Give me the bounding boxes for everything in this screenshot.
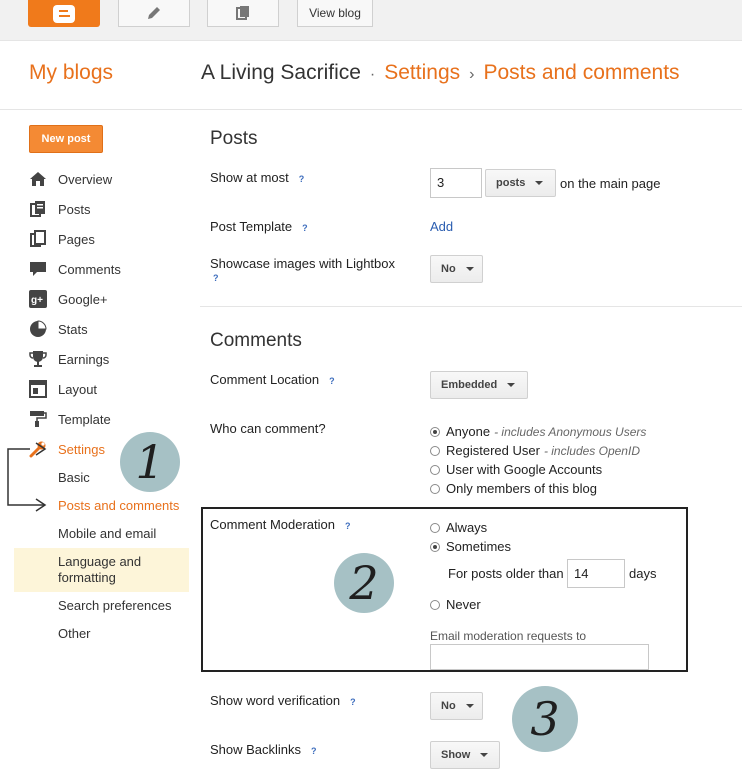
comment-icon — [29, 260, 47, 278]
who-option-anyone[interactable] — [430, 424, 646, 439]
pie-chart-icon — [29, 320, 47, 338]
radio-unselected[interactable] — [430, 465, 440, 475]
breadcrumb-settings[interactable]: Settings — [384, 61, 461, 84]
sidebar-item-label: Settings — [58, 441, 105, 457]
backlinks-label — [210, 742, 317, 757]
sidebar-item-label: Comments — [58, 261, 121, 277]
sidebar-item-comments[interactable] — [29, 260, 121, 278]
breadcrumb-separator: · — [369, 66, 376, 83]
sidebar-subitem-label: Other — [58, 626, 91, 641]
word-verification-label — [210, 693, 356, 708]
blogger-home-button[interactable] — [28, 0, 100, 27]
sidebar-subitem-label: Search preferences — [58, 598, 172, 613]
who-option-google[interactable] — [430, 462, 602, 477]
help-icon[interactable]: ? — [345, 521, 351, 531]
comment-location-label — [210, 372, 335, 387]
option-label: Always — [446, 520, 488, 535]
comment-moderation-text: Comment Moderation — [210, 517, 335, 532]
annotation-circle-2: 2 — [334, 553, 394, 613]
blogger-logo-icon — [53, 5, 75, 23]
sidebar-item-label: Layout — [58, 381, 98, 397]
layout-icon — [29, 380, 47, 398]
page-header — [0, 41, 742, 110]
show-at-most-input[interactable]: 3 — [430, 168, 482, 198]
trophy-icon — [29, 350, 47, 368]
svg-text:g+: g+ — [31, 295, 43, 306]
home-icon — [29, 170, 47, 188]
option-note: - includes Anonymous Users — [494, 424, 647, 439]
sidebar-subitem-basic[interactable] — [58, 470, 90, 485]
help-icon[interactable]: ? — [213, 273, 219, 283]
help-icon[interactable]: ? — [329, 376, 335, 386]
backlinks-dropdown[interactable] — [430, 741, 500, 769]
email-moderation-input[interactable] — [430, 644, 649, 670]
option-label: Only members of this blog — [446, 481, 598, 496]
top-toolbar — [0, 0, 742, 41]
word-verification-value: No — [441, 700, 456, 712]
google-plus-icon — [29, 290, 47, 308]
view-blog-button[interactable] — [297, 0, 373, 27]
sidebar-item-google-plus[interactable] — [29, 290, 108, 308]
option-label: Registered User — [446, 443, 540, 458]
chevron-down-icon — [535, 181, 543, 185]
sidebar-item-label: Posts — [58, 201, 91, 217]
sidebar-subitem-search-preferences[interactable] — [58, 598, 171, 613]
post-template-text: Post Template — [210, 219, 293, 234]
sidebar-item-label: Pages — [58, 231, 95, 247]
sidebar-subitem-language-and-formatting[interactable] — [58, 554, 168, 586]
radio-unselected[interactable] — [430, 446, 440, 456]
pages-icon — [234, 4, 252, 22]
lightbox-value: No — [441, 263, 456, 275]
sidebar-item-earnings[interactable] — [29, 350, 109, 368]
chevron-down-icon — [466, 267, 474, 271]
new-post-button[interactable]: New post — [29, 125, 103, 153]
sidebar-item-template[interactable] — [29, 410, 111, 428]
posts-unit-value: posts — [496, 177, 526, 189]
radio-unselected[interactable] — [430, 523, 440, 533]
older-than-label: For posts older than — [448, 566, 564, 581]
sidebar-item-label: Template — [58, 411, 111, 427]
moderation-option-sometimes[interactable] — [430, 539, 511, 554]
post-template-label — [210, 219, 308, 234]
help-icon[interactable]: ? — [298, 174, 305, 184]
sidebar-item-layout[interactable] — [29, 380, 97, 398]
older-than-days-input[interactable]: 14 — [567, 559, 625, 588]
annotation-circle-3: 3 — [512, 686, 578, 752]
sidebar-subitem-label: Language and formatting — [58, 554, 142, 585]
email-moderation-label: Email moderation requests to — [430, 629, 587, 643]
who-can-comment-label: Who can comment? — [210, 421, 326, 436]
radio-selected[interactable] — [430, 427, 440, 437]
who-option-registered[interactable] — [430, 443, 640, 458]
option-label: Never — [446, 597, 481, 612]
option-note: - includes OpenID — [543, 443, 640, 458]
comments-heading: Comments — [210, 330, 302, 351]
pages-icon — [29, 230, 47, 248]
breadcrumb-current: Posts and comments — [483, 61, 680, 84]
view-blog-label: View blog — [309, 6, 361, 20]
posts-heading: Posts — [210, 128, 258, 149]
comment-location-value: Embedded — [441, 379, 498, 391]
paint-roller-icon — [29, 410, 47, 428]
moderation-option-always[interactable] — [430, 520, 487, 535]
pencil-icon — [145, 4, 163, 22]
posts-icon — [29, 200, 47, 218]
sidebar-subitem-label: Basic — [58, 470, 90, 485]
breadcrumb — [201, 61, 680, 85]
sidebar-item-label: Stats — [58, 321, 88, 337]
sidebar-item-label: Overview — [58, 171, 113, 187]
my-blogs-link[interactable]: My blogs — [29, 61, 114, 84]
show-at-most-label — [210, 170, 304, 185]
breadcrumb-blog-name[interactable]: A Living Sacrifice — [201, 61, 361, 84]
option-label: User with Google Accounts — [446, 462, 603, 477]
sidebar-subitem-posts-and-comments[interactable] — [58, 498, 179, 513]
comment-moderation-label — [210, 517, 351, 532]
sidebar-item-pages[interactable] — [29, 230, 95, 248]
days-label: days — [629, 566, 657, 581]
add-post-template-link[interactable]: Add — [430, 219, 454, 234]
backlinks-value: Show — [441, 749, 471, 761]
new-post-toolbar-button[interactable] — [118, 0, 190, 27]
lightbox-label: Showcase images with Lightbox — [210, 256, 395, 271]
help-icon[interactable]: ? — [311, 746, 317, 756]
breadcrumb-separator: › — [469, 66, 475, 83]
posts-unit-dropdown[interactable] — [485, 169, 556, 197]
help-icon[interactable]: ? — [350, 697, 356, 707]
comment-location-text: Comment Location — [210, 372, 320, 387]
sidebar-subitem-label: Posts and comments — [58, 498, 180, 513]
backlinks-text: Show Backlinks — [210, 742, 302, 757]
annotation-circle-1: 1 — [120, 432, 180, 492]
sidebar-item-overview[interactable] — [29, 170, 112, 188]
option-label: Anyone — [446, 424, 491, 439]
word-verification-text: Show word verification — [210, 693, 341, 708]
pages-toolbar-button[interactable] — [207, 0, 279, 27]
chevron-down-icon — [466, 704, 474, 708]
sidebar-item-stats[interactable] — [29, 320, 88, 338]
option-label: Sometimes — [446, 539, 512, 554]
show-at-most-text: Show at most — [210, 170, 289, 185]
chevron-down-icon — [507, 383, 515, 387]
sidebar-subitem-other[interactable] — [58, 626, 91, 641]
help-icon[interactable]: ? — [302, 223, 308, 233]
sidebar-item-label: Earnings — [58, 351, 110, 367]
comment-location-dropdown[interactable] — [430, 371, 528, 399]
lightbox-dropdown[interactable] — [430, 255, 483, 283]
moderation-option-never[interactable] — [430, 597, 481, 612]
sidebar-subitem-mobile-and-email[interactable] — [58, 526, 156, 541]
sidebar-item-posts[interactable] — [29, 200, 91, 218]
annotation-arrows — [0, 435, 60, 515]
radio-unselected[interactable] — [430, 600, 440, 610]
sidebar-subitem-label: Mobile and email — [58, 526, 157, 541]
word-verification-dropdown[interactable] — [430, 692, 483, 720]
who-option-members[interactable] — [430, 481, 597, 496]
on-main-page-text: on the main page — [560, 176, 661, 191]
sidebar-item-label: Google+ — [58, 291, 108, 307]
chevron-down-icon — [480, 753, 488, 757]
section-divider — [200, 306, 742, 307]
radio-unselected[interactable] — [430, 484, 440, 494]
radio-selected[interactable] — [430, 542, 440, 552]
